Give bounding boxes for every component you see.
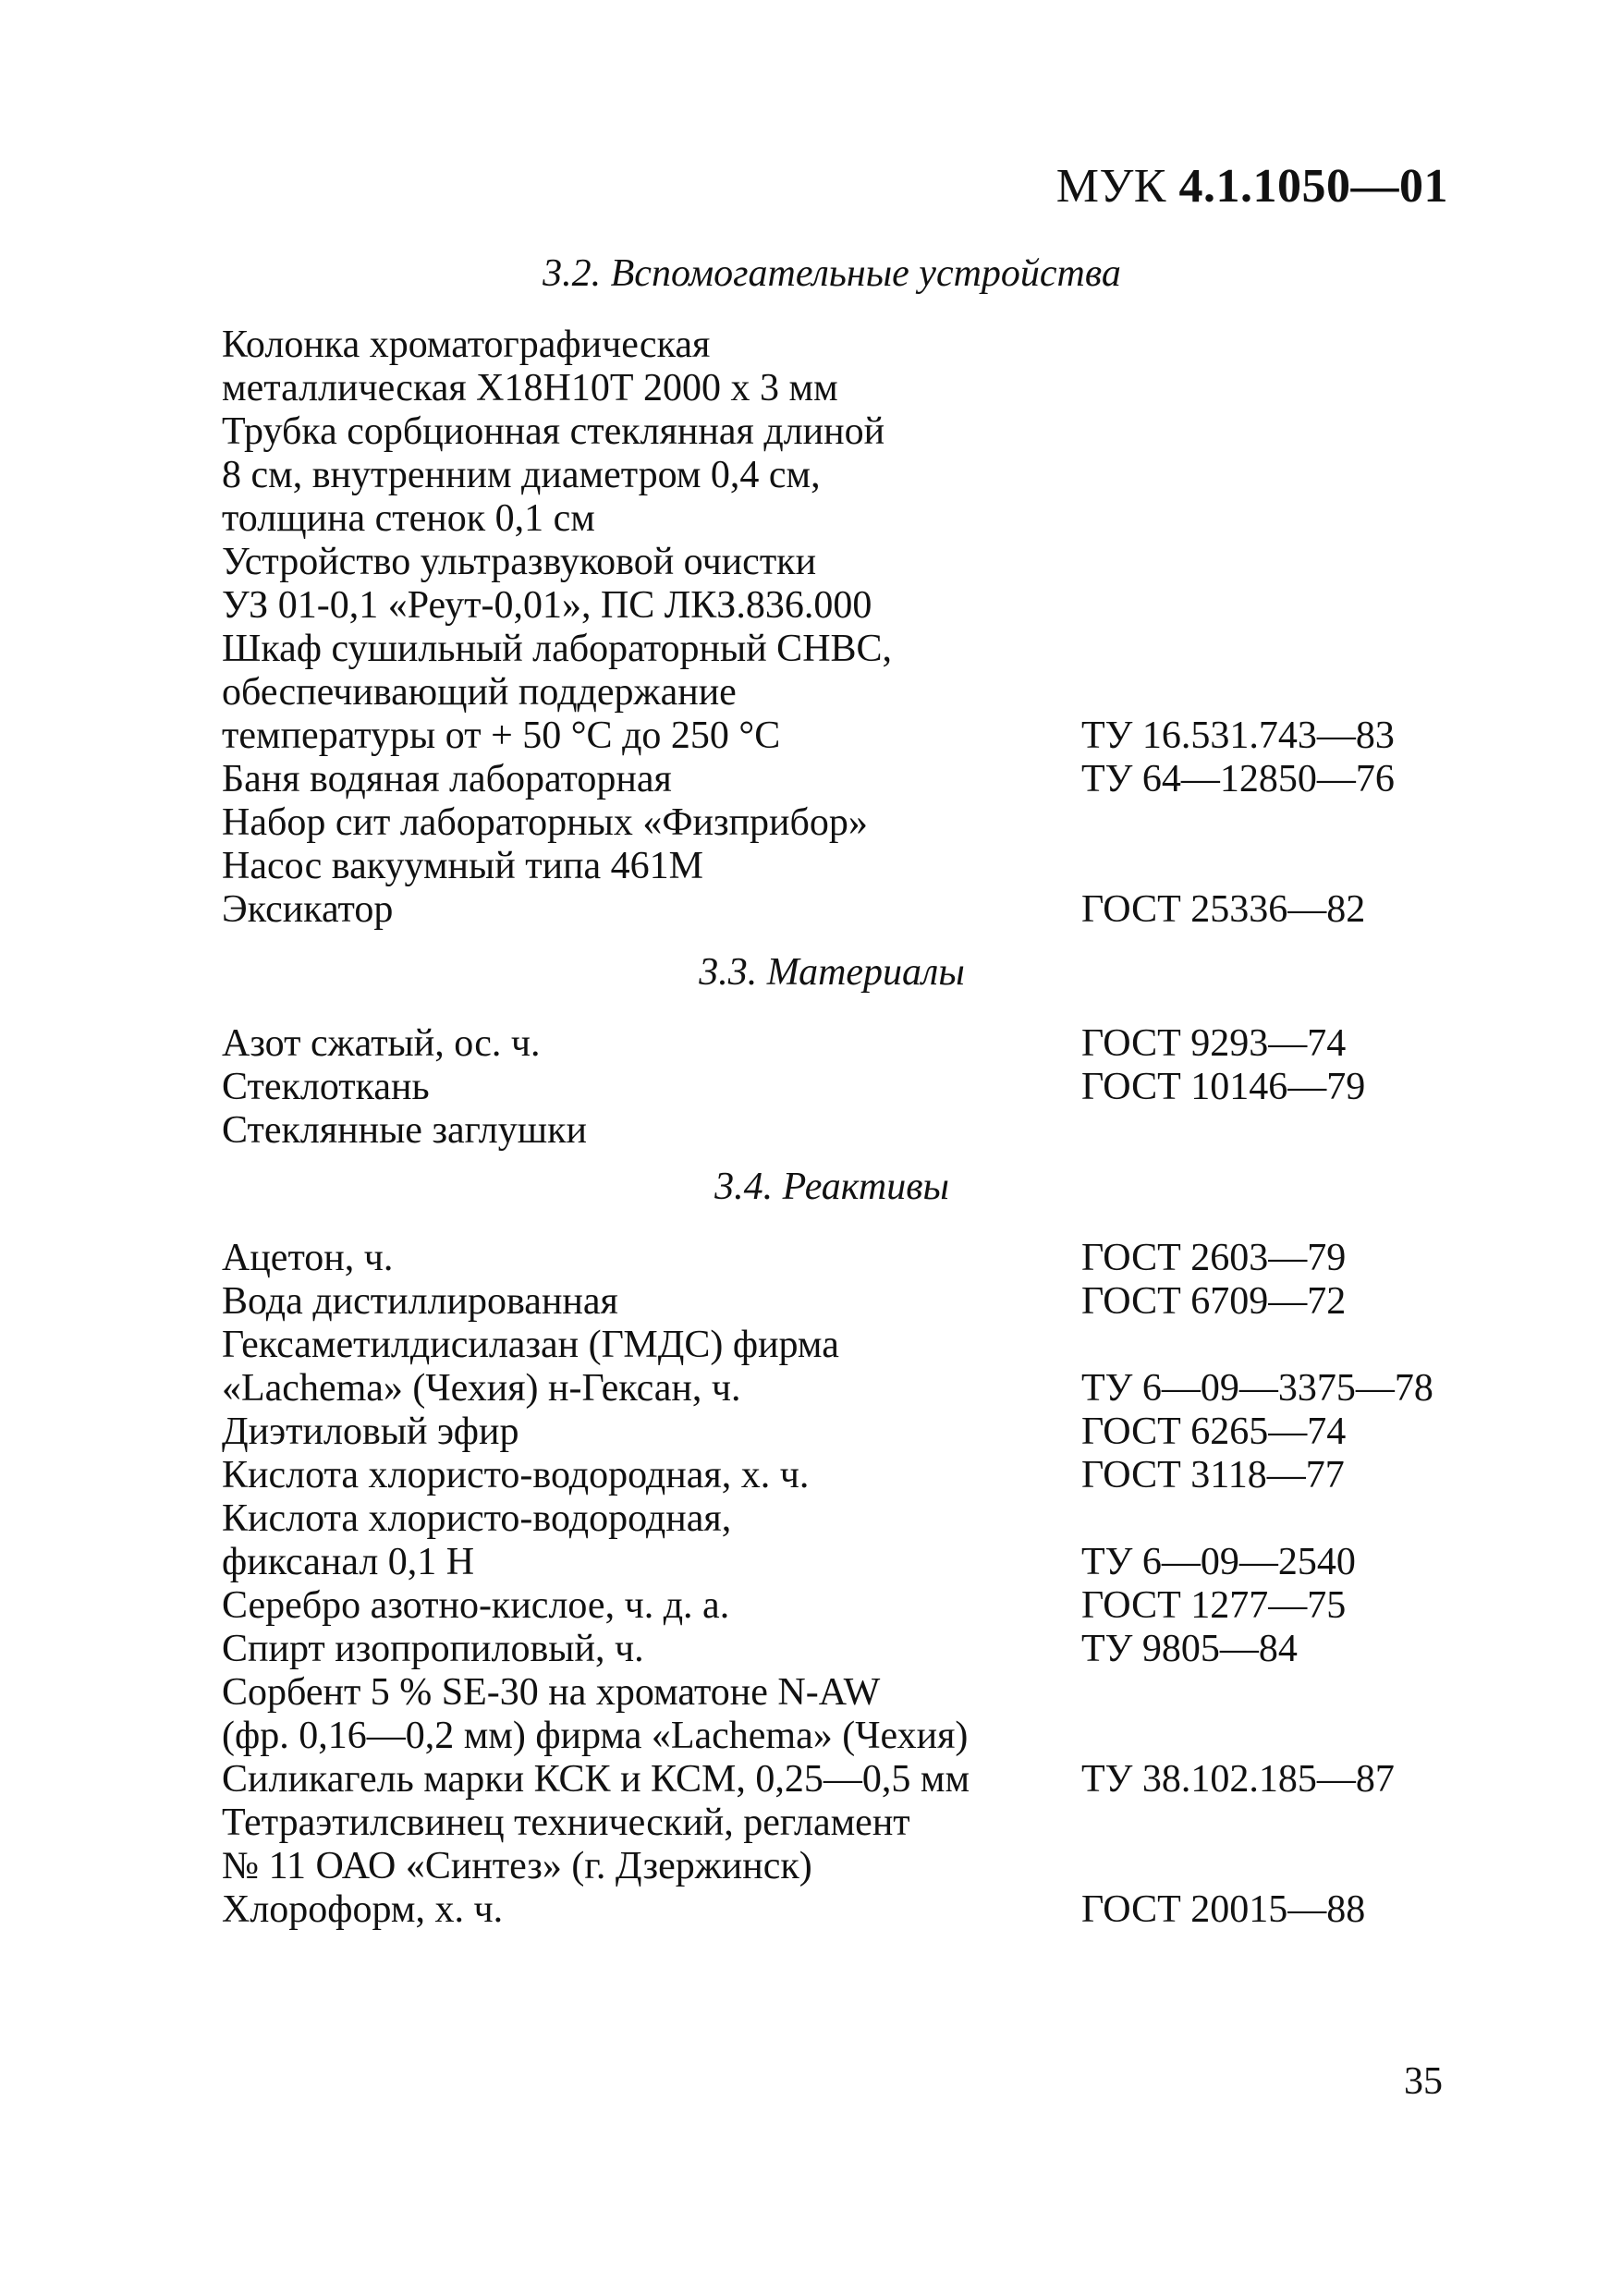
item-standard: ГОСТ 6265—74 (1081, 1411, 1347, 1453)
item-standard: ГОСТ 9293—74 (1081, 1022, 1347, 1065)
item-name: Набор сит лабораторных «Физприбор» (222, 801, 868, 844)
item-standard: ТУ 38.102.185—87 (1081, 1758, 1395, 1801)
item-name: Диэтиловый эфир (222, 1411, 519, 1453)
list-item (222, 1324, 1442, 1411)
section-title: 3.3. Материалы (699, 951, 965, 994)
item-standard: ТУ 9805—84 (1081, 1628, 1298, 1670)
page-header (1056, 159, 1448, 214)
item-name: Кислота хлористо-водородная, х. ч. (222, 1454, 810, 1496)
section-title: 3.4. Реактивы (714, 1166, 949, 1208)
item-name: Гексаметилдисилазан (ГМДС) фирма «Lachema» (Чехия) н-Гексан, ч. (222, 1324, 839, 1410)
list-item (222, 1801, 1442, 1888)
item-name: Эксикатор (222, 888, 394, 931)
item-name: Насос вакуумный типа 461М (222, 845, 704, 887)
list-item (222, 1454, 1442, 1497)
list-item (222, 1584, 1442, 1628)
list-item (222, 541, 1442, 628)
section-title: 3.2. Вспомогательные устройства (543, 252, 1121, 295)
item-standard: ТУ 6—09—2540 (1081, 1541, 1356, 1583)
list-item (222, 1411, 1442, 1454)
item-name: Тетраэтилсвинец технический, регламент № 11 ОАО «Синтез» (г. Дзержинск) (222, 1801, 910, 1887)
item-name: Баня водяная лабораторная (222, 758, 672, 800)
item-name: Колонка хроматографическая металлическая Х18Н10Т 2000 х 3 мм (222, 324, 838, 409)
item-name: Азот сжатый, ос. ч. (222, 1022, 541, 1065)
list-item (222, 1628, 1442, 1671)
item-name: Кислота хлористо-водородная, фиксанал 0,1 Н (222, 1497, 732, 1583)
item-standard: ГОСТ 1277—75 (1081, 1584, 1347, 1627)
list-item (222, 410, 1442, 541)
document-code: 4.1.1050—01 (1178, 160, 1448, 213)
list-item (222, 1671, 1442, 1758)
list-item (222, 1497, 1442, 1584)
page-number: 35 (1404, 2060, 1443, 2103)
item-name: Ацетон, ч. (222, 1237, 394, 1279)
item-standard: ГОСТ 3118—77 (1081, 1454, 1345, 1496)
item-name: Трубка сорбционная стеклянная длиной 8 см, внутренним диаметром 0,4 см, толщина стенок 0,1 см (222, 410, 885, 540)
list-item (222, 845, 1442, 888)
item-standard: ГОСТ 20015—88 (1081, 1888, 1366, 1931)
list-item (222, 1109, 1442, 1153)
list-item (222, 1237, 1442, 1280)
item-name: Силикагель марки КСК и КСМ, 0,25—0,5 мм (222, 1758, 970, 1801)
item-standard: ГОСТ 25336—82 (1081, 888, 1366, 931)
list-item (222, 1066, 1442, 1109)
list-item (222, 1022, 1442, 1066)
list-item (222, 1758, 1442, 1801)
item-standard: ТУ 64—12850—76 (1081, 758, 1395, 800)
item-standard: ТУ 16.531.743—83 (1081, 714, 1395, 757)
list-item (222, 1888, 1442, 1932)
list-item (222, 801, 1442, 845)
item-name: Серебро азотно-кислое, ч. д. а. (222, 1584, 730, 1627)
section-auxiliary-devices (222, 251, 1442, 932)
list-item (222, 758, 1442, 801)
item-name: Спирт изопропиловый, ч. (222, 1628, 644, 1670)
item-standard: ГОСТ 2603—79 (1081, 1237, 1347, 1279)
list-item (222, 1280, 1442, 1324)
header-prefix: МУК (1055, 160, 1166, 213)
item-standard: ТУ 6—09—3375—78 (1081, 1367, 1433, 1410)
item-name: Стеклянные заглушки (222, 1109, 587, 1152)
list-item (222, 888, 1442, 932)
item-standard: ГОСТ 10146—79 (1081, 1066, 1366, 1108)
item-name: Шкаф сушильный лабораторный СНВС, обеспечивающий поддержание температуры от + 50 °С до 250 °С (222, 628, 893, 757)
item-name: Стеклоткань (222, 1066, 430, 1108)
item-standard: ГОСТ 6709—72 (1081, 1280, 1347, 1323)
section-reagents (222, 1165, 1442, 1932)
item-name: Хлороформ, х. ч. (222, 1888, 504, 1931)
item-name: Устройство ультразвуковой очистки УЗ 01-0,1 «Реут-0,01», ПС ЛКЗ.836.000 (222, 541, 872, 627)
section-materials (222, 950, 1442, 1153)
item-name: Сорбент 5 % SE-30 на хроматоне N-AW (фр. 0,16—0,2 мм) фирма «Lachema» (Чехия) (222, 1671, 969, 1757)
list-item (222, 324, 1442, 410)
list-item (222, 628, 1442, 758)
item-name: Вода дистиллированная (222, 1280, 618, 1323)
